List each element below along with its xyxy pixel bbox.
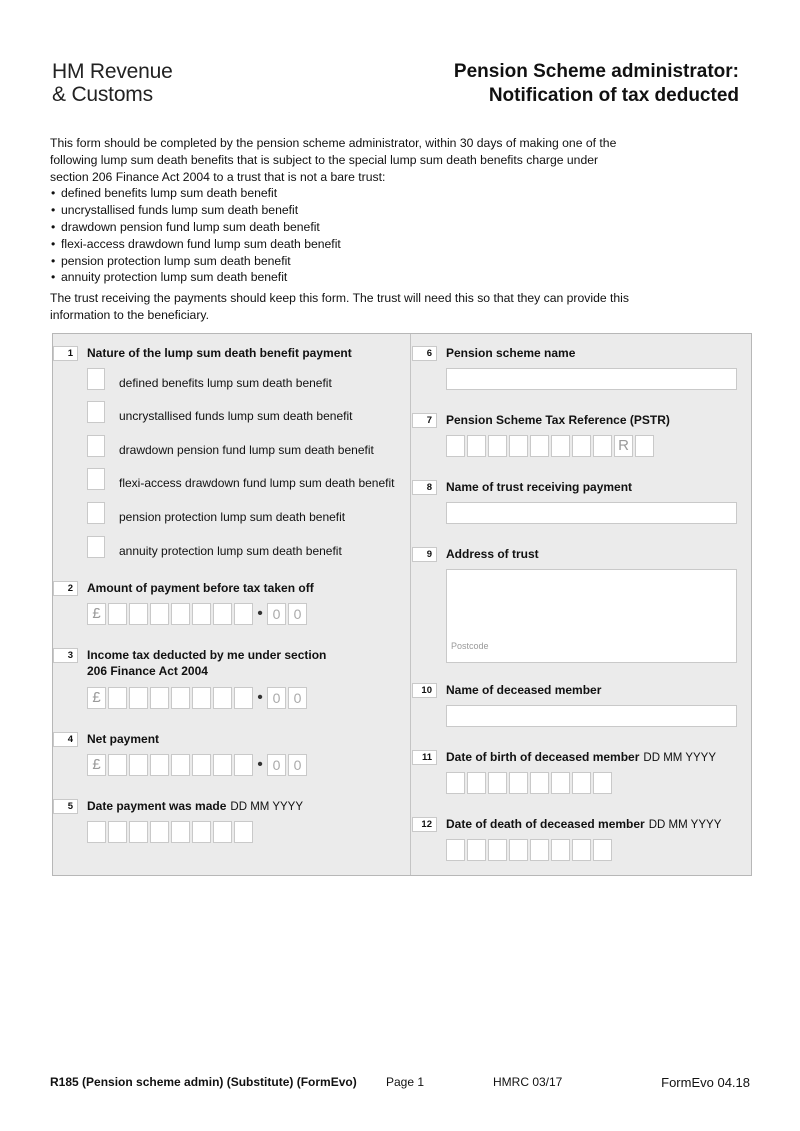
date-box[interactable] — [593, 772, 612, 794]
date-box[interactable] — [509, 839, 528, 861]
date-of-birth-field[interactable] — [446, 772, 614, 794]
benefit-list-item: • defined benefits lump sum death benefit — [50, 185, 690, 202]
pence-box: 0 — [267, 603, 286, 625]
date-box[interactable] — [446, 839, 465, 861]
payment-date-field[interactable] — [87, 821, 255, 843]
trust-name-input[interactable] — [446, 502, 737, 524]
trust-address-input[interactable] — [446, 569, 737, 663]
digit-box[interactable] — [213, 754, 232, 776]
pstr-box[interactable] — [593, 435, 612, 457]
form-panel — [52, 333, 752, 876]
question-number: 8 — [412, 480, 437, 495]
date-box[interactable] — [234, 821, 253, 843]
intro-line: This form should be completed by the pension scheme administrator, within 30 days of making one of the — [50, 136, 617, 150]
pstr-box[interactable] — [551, 435, 570, 457]
digit-box[interactable] — [108, 687, 127, 709]
date-box[interactable] — [108, 821, 127, 843]
pound-sign: £ — [87, 754, 106, 776]
q5-label — [87, 798, 303, 815]
question-number: 7 — [412, 413, 437, 428]
question-number: 10 — [412, 683, 437, 698]
net-payment-field[interactable] — [87, 754, 309, 776]
date-box[interactable] — [530, 839, 549, 861]
digit-box[interactable] — [192, 754, 211, 776]
hmrc-logo — [52, 60, 173, 106]
digit-box[interactable] — [213, 687, 232, 709]
date-box[interactable] — [572, 772, 591, 794]
intro-line: section 206 Finance Act 2004 to a trust that is not a bare trust: — [50, 169, 386, 184]
question-number: 1 — [53, 346, 78, 361]
form-reference: R185 (Pension scheme admin) (Substitute) (FormEvo) — [50, 1075, 357, 1089]
date-box[interactable] — [488, 839, 507, 861]
pence-box: 0 — [288, 754, 307, 776]
digit-box[interactable] — [150, 687, 169, 709]
date-box[interactable] — [551, 839, 570, 861]
question-number: 3 — [53, 648, 78, 663]
pstr-box[interactable] — [488, 435, 507, 457]
checkbox-label: pension protection lump sum death benefit — [119, 510, 346, 524]
date-box[interactable] — [530, 772, 549, 794]
date-format-hint: DD MM YYYY — [648, 819, 722, 831]
pstr-fixed-r: R — [614, 435, 633, 457]
q3-label-line-1: Income tax deducted by me under section — [87, 648, 327, 662]
date-box[interactable] — [467, 772, 486, 794]
pstr-box[interactable] — [509, 435, 528, 457]
keep-line: information to the beneficiary. — [50, 307, 209, 322]
payment-amount-field[interactable] — [87, 603, 309, 625]
keep-form-note — [50, 290, 690, 324]
date-box[interactable] — [488, 772, 507, 794]
income-tax-deducted-field[interactable] — [87, 687, 309, 709]
formevo-version: FormEvo 04.18 — [661, 1075, 750, 1090]
column-divider — [410, 334, 411, 875]
digit-box[interactable] — [129, 603, 148, 625]
question-number: 4 — [53, 732, 78, 747]
digit-box[interactable] — [171, 754, 190, 776]
q12-label — [446, 816, 721, 833]
q3-label-line-2: 206 Finance Act 2004 — [87, 664, 208, 678]
title-line-1: Pension Scheme administrator: — [453, 61, 739, 82]
question-number: 11 — [412, 750, 437, 765]
checkbox-label: flexi-access drawdown fund lump sum death benefit — [119, 476, 395, 490]
q11-label — [446, 749, 716, 766]
benefit-list-item: • flexi-access drawdown fund lump sum death benefit — [50, 236, 690, 253]
digit-box[interactable] — [171, 687, 190, 709]
postcode-label: Postcode — [451, 641, 489, 651]
benefit-list-item: • pension protection lump sum death benefit — [50, 253, 690, 270]
q1-label: Nature of the lump sum death benefit payment — [87, 346, 352, 360]
question-number: 9 — [412, 547, 437, 562]
q12-label-text: Date of death of deceased member — [446, 817, 645, 831]
decimal-point: • — [257, 689, 263, 706]
date-box[interactable] — [593, 839, 612, 861]
question-number: 12 — [412, 817, 437, 832]
pence-box: 0 — [267, 754, 286, 776]
defined-benefits-checkbox[interactable] — [87, 368, 105, 390]
q6-label: Pension scheme name — [446, 346, 576, 360]
pence-box: 0 — [267, 687, 286, 709]
date-box[interactable] — [150, 821, 169, 843]
question-number: 2 — [53, 581, 78, 596]
benefit-list-item: • drawdown pension fund lump sum death benefit — [50, 219, 690, 236]
pstr-box[interactable] — [467, 435, 486, 457]
keep-line: The trust receiving the payments should keep this form. The trust will need this so that they can provide this — [50, 291, 629, 306]
flexi-access-checkbox[interactable] — [87, 468, 105, 490]
date-box[interactable] — [192, 821, 211, 843]
q7-label: Pension Scheme Tax Reference (PSTR) — [446, 413, 670, 427]
date-of-death-field[interactable] — [446, 839, 614, 861]
pstr-field[interactable] — [446, 435, 656, 457]
digit-box[interactable] — [150, 603, 169, 625]
digit-box[interactable] — [192, 603, 211, 625]
decimal-point: • — [257, 605, 263, 622]
intro-text — [50, 135, 690, 324]
digit-box[interactable] — [234, 603, 253, 625]
digit-box[interactable] — [108, 603, 127, 625]
pence-box: 0 — [288, 687, 307, 709]
q2-label: Amount of payment before tax taken off — [87, 581, 314, 595]
q8-label: Name of trust receiving payment — [446, 480, 633, 494]
pound-sign: £ — [87, 603, 106, 625]
digit-box[interactable] — [150, 754, 169, 776]
benefit-list-item: • uncrystallised funds lump sum death benefit — [50, 202, 690, 219]
digit-box[interactable] — [129, 687, 148, 709]
q4-label: Net payment — [87, 732, 160, 746]
pstr-box[interactable] — [572, 435, 591, 457]
q3-label — [87, 647, 326, 679]
date-box[interactable] — [213, 821, 232, 843]
q10-label: Name of deceased member — [446, 683, 602, 697]
checkbox-label: drawdown pension fund lump sum death benefit — [119, 443, 374, 457]
page-number: Page 1 — [386, 1075, 425, 1089]
pound-sign: £ — [87, 687, 106, 709]
pence-box: 0 — [288, 603, 307, 625]
checkbox-label: annuity protection lump sum death benefit — [119, 544, 342, 558]
pstr-box[interactable] — [530, 435, 549, 457]
date-format-hint: DD MM YYYY — [230, 801, 304, 813]
pstr-box[interactable] — [635, 435, 654, 457]
date-box[interactable] — [509, 772, 528, 794]
pension-protection-checkbox[interactable] — [87, 502, 105, 524]
question-number: 6 — [412, 346, 437, 361]
deceased-name-input[interactable] — [446, 705, 737, 727]
logo-line-2: & Customs — [52, 83, 153, 106]
decimal-point: • — [257, 756, 263, 773]
benefit-list — [50, 185, 690, 286]
digit-box[interactable] — [108, 754, 127, 776]
digit-box[interactable] — [213, 603, 232, 625]
hmrc-version: HMRC 03/17 — [493, 1075, 563, 1089]
date-box[interactable] — [467, 839, 486, 861]
drawdown-pension-checkbox[interactable] — [87, 435, 105, 457]
date-format-hint: DD MM YYYY — [643, 752, 717, 764]
date-box[interactable] — [446, 772, 465, 794]
question-number: 5 — [53, 799, 78, 814]
uncrystallised-funds-checkbox[interactable] — [87, 401, 105, 423]
date-box[interactable] — [171, 821, 190, 843]
page-title — [454, 60, 739, 108]
date-box[interactable] — [87, 821, 106, 843]
benefit-list-item: • annuity protection lump sum death benefit — [50, 269, 690, 286]
date-box[interactable] — [572, 839, 591, 861]
checkbox-label: uncrystallised funds lump sum death benefit — [119, 409, 353, 423]
pension-scheme-name-input[interactable] — [446, 368, 737, 390]
pstr-box[interactable] — [446, 435, 465, 457]
digit-box[interactable] — [129, 754, 148, 776]
date-box[interactable] — [129, 821, 148, 843]
digit-box[interactable] — [192, 687, 211, 709]
date-box[interactable] — [551, 772, 570, 794]
digit-box[interactable] — [234, 754, 253, 776]
checkbox-label: defined benefits lump sum death benefit — [119, 376, 332, 390]
intro-line: following lump sum death benefits that is subject to the special lump sum death benefits charge under — [50, 152, 599, 167]
q5-label-text: Date payment was made — [87, 799, 227, 813]
q9-label: Address of trust — [446, 547, 539, 561]
digit-box[interactable] — [234, 687, 253, 709]
digit-box[interactable] — [171, 603, 190, 625]
title-line-2: Notification of tax deducted — [488, 85, 739, 106]
logo-line-1: HM Revenue — [52, 60, 173, 83]
annuity-protection-checkbox[interactable] — [87, 536, 105, 558]
q11-label-text: Date of birth of deceased member — [446, 750, 640, 764]
